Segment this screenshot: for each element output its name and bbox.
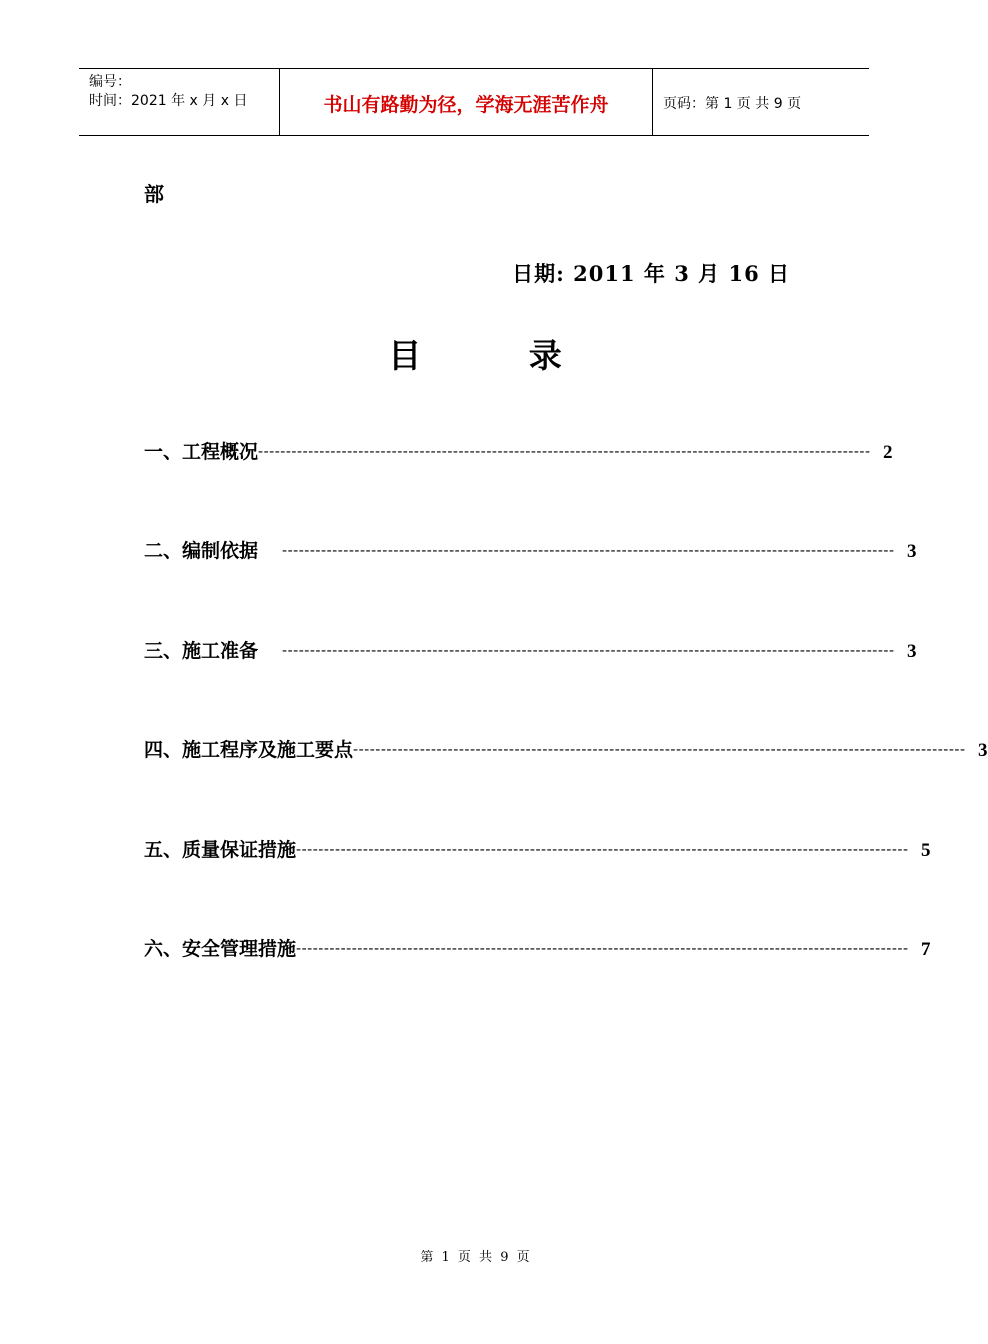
toc-entry-page: 3 [907,641,917,662]
toc-leader-dots: -------------------------------------------------------------------------------------------------------------- [258,442,871,460]
toc-leader-dots: -------------------------------------------------------------------------------------------------------------- [353,740,966,758]
toc-leader-dots: -------------------------------------------------------------------------------------------------------------- [296,939,909,957]
toc-leader-dots: -------------------------------------------------------------------------------------------------------------- [282,541,895,559]
toc-entry[interactable] [144,635,917,663]
header-motto: 书山有路勤为径，学海无涯苦作舟 [280,69,653,135]
toc-entry-page: 3 [907,541,917,562]
toc-entry-label: 五、质量保证措施 [144,839,297,861]
toc-entry-page: 2 [883,442,893,463]
toc-entry[interactable] [144,436,893,464]
toc-entry[interactable] [144,734,988,762]
toc-entry-page: 7 [921,939,931,960]
serial-label: 编号： [89,74,131,90]
toc-entry-page: 3 [978,740,988,761]
toc-entry-label: 二、编制依据 [144,540,259,562]
toc-entry[interactable] [144,933,931,961]
page-header [79,68,869,136]
document-date: 日期: 2011 年 3 月 16 日 [512,261,790,286]
toc-entry-label: 一、工程概况 [144,441,259,463]
toc-leader-dots: -------------------------------------------------------------------------------------------------------------- [282,641,895,659]
toc-leader-dots: -------------------------------------------------------------------------------------------------------------- [296,840,909,858]
header-page-info: 页码：第 1 页 共 9 页 [663,96,802,112]
toc-entry-page: 5 [921,840,931,861]
toc-title: 目 录 [388,336,610,375]
toc-entry-label: 三、施工准备 [144,640,259,662]
header-meta-cell [79,69,280,135]
toc-entry-label: 六、安全管理措施 [144,938,297,960]
department-text: 部 [144,182,164,206]
time-label: 时间：2021 年 x 月 x 日 [89,93,248,109]
toc-entry-label: 四、施工程序及施工要点 [144,739,354,761]
page-footer: 第 1 页 共 9 页 [420,1250,530,1265]
toc-entry[interactable] [144,535,917,563]
toc-entry[interactable] [144,834,931,862]
